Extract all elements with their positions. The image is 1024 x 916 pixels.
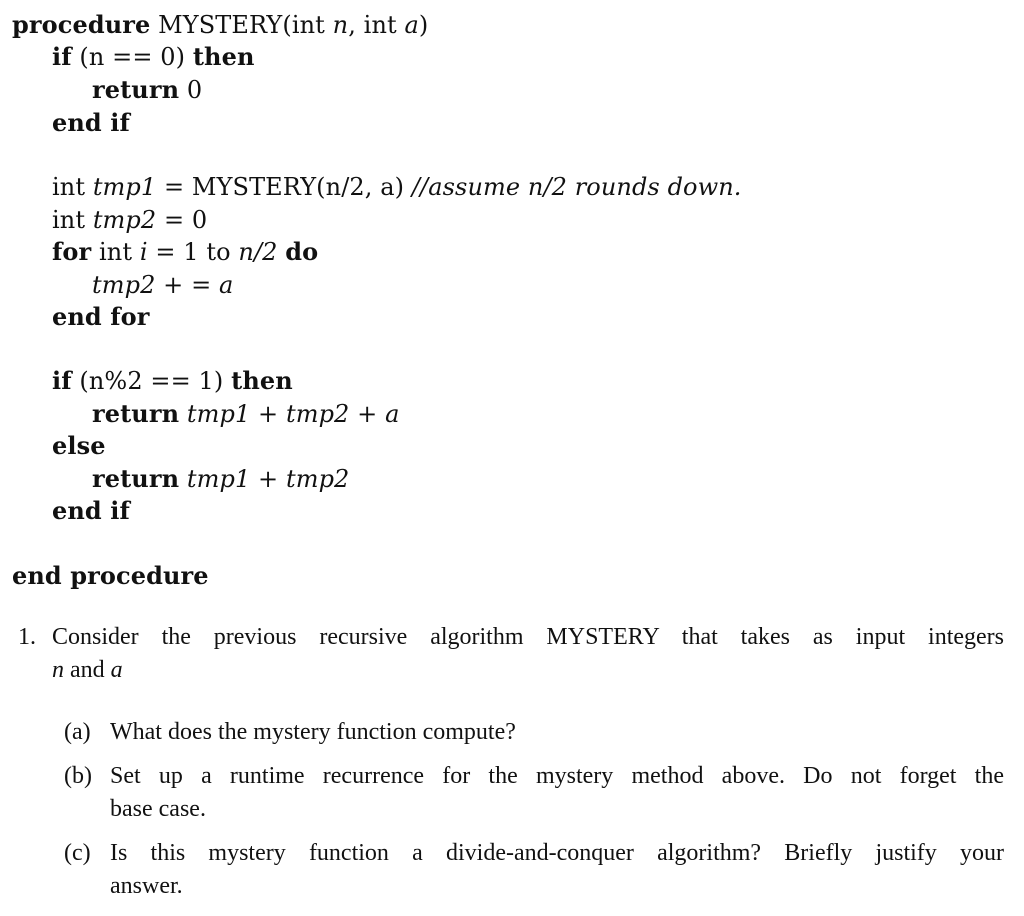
keyword-to: to	[206, 238, 231, 266]
loop-var-i: i	[139, 238, 148, 266]
part-c-text-line-2: answer.	[110, 873, 183, 899]
param-n: n	[332, 11, 349, 39]
end-if-line-1: end if	[52, 108, 130, 137]
keyword-do: do	[285, 237, 319, 266]
param-a: a	[404, 11, 419, 39]
else-line: else	[52, 431, 106, 460]
part-a-label: (a)	[64, 719, 91, 745]
tmp2-rhs: = 0	[156, 206, 208, 234]
question-text-line-1: Consider the previous recursive algorithm MYSTERY that takes as input integers	[52, 624, 1004, 650]
tmp1-assign-line	[52, 172, 742, 202]
tmp1-rhs: = MYSTERY(n/2, a)	[156, 173, 412, 201]
params-comma: , int	[348, 11, 405, 39]
params-open: (int	[282, 11, 333, 39]
keyword-then: then	[192, 42, 255, 71]
condition-base: (n == 0)	[79, 43, 186, 71]
keyword-return-even: return	[92, 464, 180, 493]
var-tmp1: tmp1	[92, 173, 157, 201]
question-and: and	[64, 657, 111, 683]
params-close: )	[418, 11, 429, 39]
procedure-header-line	[12, 10, 428, 40]
end-for-line: end for	[52, 302, 150, 331]
loop-body-line: tmp2 + = a	[92, 271, 234, 299]
part-b-label: (b)	[64, 763, 92, 789]
keyword-int-tmp1: int	[52, 173, 86, 201]
rounding-comment: //assume n/2 rounds down.	[411, 173, 742, 201]
part-c-label: (c)	[64, 840, 91, 866]
keyword-return: return	[92, 75, 180, 104]
question-text-line-2	[52, 654, 123, 687]
question-number: 1.	[18, 624, 36, 650]
keyword-if-odd: if	[52, 366, 72, 395]
keyword-procedure: procedure	[12, 10, 151, 39]
end-procedure-line: end procedure	[12, 561, 209, 590]
loop-end: n/2	[230, 238, 286, 266]
keyword-for: for	[52, 237, 92, 266]
return-zero-line	[92, 75, 202, 105]
return-zero-value: 0	[186, 76, 203, 104]
return-even-line	[92, 464, 349, 494]
keyword-int-loop: int	[99, 238, 133, 266]
var-tmp2: tmp2	[92, 206, 157, 234]
if-base-line	[52, 42, 255, 72]
for-loop-line	[52, 237, 318, 267]
procedure-name: MYSTERY	[158, 11, 283, 39]
part-a-text: What does the mystery function compute?	[110, 719, 516, 745]
part-b-text-line-2: base case.	[110, 796, 206, 822]
keyword-int-tmp2: int	[52, 206, 86, 234]
end-if-line-2: end if	[52, 496, 130, 525]
return-even-expr: tmp1 + tmp2	[186, 465, 350, 493]
keyword-then-odd: then	[231, 366, 293, 395]
if-odd-line	[52, 366, 293, 396]
question-var-a: a	[110, 657, 123, 683]
return-odd-expr: tmp1 + tmp2 + a	[186, 400, 400, 428]
part-c-text-line-1: Is this mystery function a divide-and-conquer algorithm? Briefly justify your	[110, 840, 1004, 866]
condition-odd: (n%2 == 1)	[79, 367, 224, 395]
keyword-if: if	[52, 42, 72, 71]
keyword-return-odd: return	[92, 399, 180, 428]
question-var-n: n	[52, 657, 64, 683]
part-b-text-line-1: Set up a runtime recurrence for the mystery method above. Do not forget the	[110, 763, 1004, 789]
return-odd-line	[92, 399, 400, 429]
tmp2-assign-line	[52, 205, 207, 235]
loop-start: = 1	[147, 238, 207, 266]
